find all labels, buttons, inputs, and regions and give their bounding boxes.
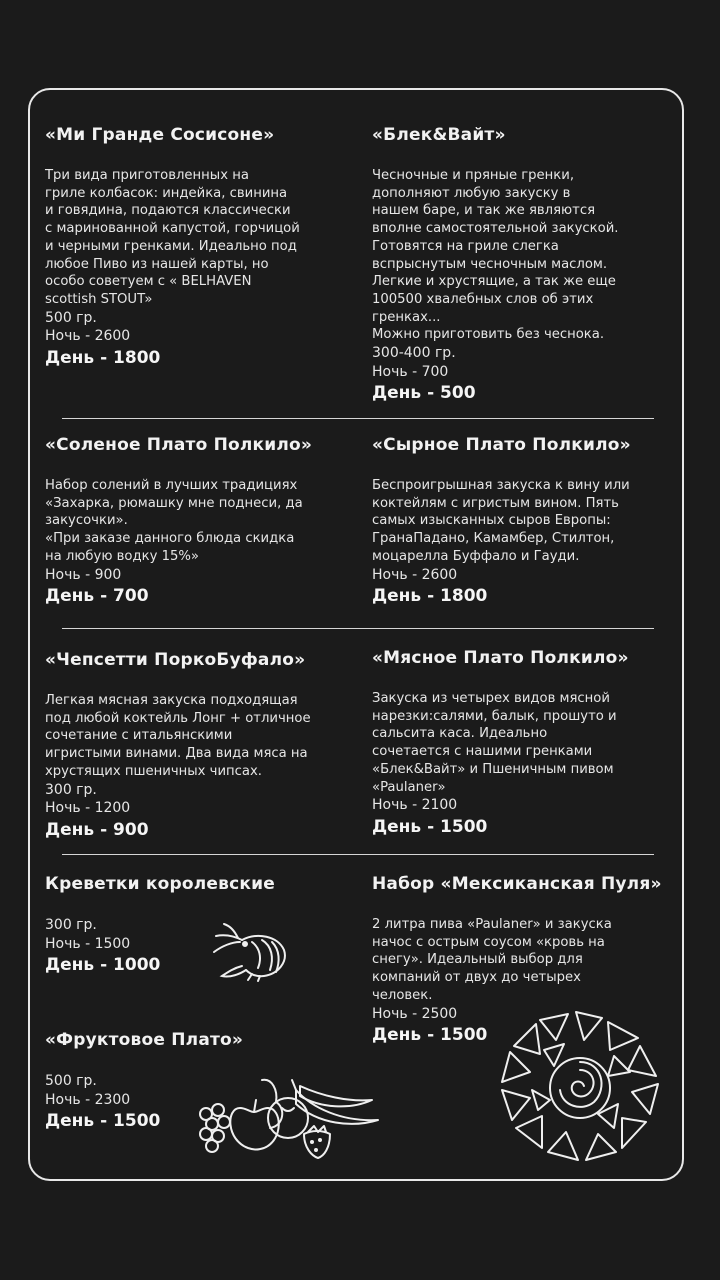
- item-title: «Чепсетти ПоркоБуфало»: [45, 650, 306, 670]
- item-night-price: Ночь - 2300: [45, 1091, 131, 1108]
- section-divider: [62, 418, 654, 419]
- item-night-price: Ночь - 2600: [372, 566, 458, 583]
- item-weight: 300-400 гр.: [372, 345, 456, 362]
- item-description: Легкая мясная закуска подходящая под любой коктейль Лонг + отличное сочетание с итальянскими игристыми винами. Два вида мяса на хрустящих пшеничных чипсах.: [45, 693, 311, 779]
- menu-item-black-white: [372, 125, 618, 405]
- item-night-price: Ночь - 700: [372, 363, 449, 380]
- item-day-price: День - 500: [372, 383, 476, 404]
- item-day-price: День - 900: [45, 819, 149, 840]
- item-title: Набор «Мексиканская Пуля»: [372, 874, 662, 894]
- item-day-price: День - 1500: [45, 1111, 161, 1131]
- item-weight: 500 гр.: [45, 309, 97, 326]
- item-day-price: День - 700: [45, 586, 149, 607]
- item-description: Закуска из четырех видов мясной нарезки:салями, балык, прошуто и сальсита каса. Идеально сочетается с нашими гренками «Блек&Вайт» и Пшеничным пивом «Paulaner»: [372, 691, 617, 795]
- menu-item-cheese-plate: [372, 435, 631, 608]
- section-divider: [62, 628, 654, 629]
- item-day-price: День - 1500: [372, 1025, 488, 1046]
- menu-item-chepsetti: [45, 650, 311, 842]
- item-weight: 500 гр.: [45, 1073, 97, 1089]
- item-night-price: Ночь - 2100: [372, 797, 458, 814]
- item-night-price: Ночь - 1200: [45, 800, 131, 817]
- item-day-price: День - 1800: [372, 586, 488, 607]
- nachos-icon: [498, 1010, 662, 1162]
- item-title: «Блек&Вайт»: [372, 125, 506, 145]
- item-night-price: Ночь - 2600: [45, 328, 131, 345]
- item-title: «Мясное Плато Полкило»: [372, 648, 629, 668]
- item-weight: 300 гр.: [45, 781, 97, 798]
- menu-item-pickles-plate: [45, 435, 312, 608]
- item-weight: 300 гр.: [45, 917, 97, 933]
- item-description: Чесночные и пряные гренки, дополняют любую закуску в нашем баре, и так же являются вполне самостоятельной закуской. Готовятся на гриле слегка вспрыснутым чесночным маслом. Легкие и хрустящие, а так же еще 100500 хвалебных слов об этих гренках... Можно приготовить без чеснока.: [372, 168, 619, 343]
- item-night-price: Ночь - 2500: [372, 1005, 458, 1022]
- item-day-price: День - 1800: [45, 347, 161, 368]
- fruits-icon: [192, 1068, 382, 1160]
- item-title: «Ми Гранде Сосисоне»: [45, 125, 275, 145]
- item-title: «Фруктовое Плато»: [45, 1030, 244, 1050]
- menu-item-mi-grande: [45, 125, 300, 370]
- item-description: Набор солений в лучших традициях «Захарка, рюмашку мне поднеси, да закусочки». «При заказе данного блюда скидка на любую водку 15%»: [45, 478, 303, 564]
- item-day-price: День - 1500: [372, 816, 488, 837]
- item-description: Беспроигрышная закуска к вину или коктейлям с игристым вином. Пять самых изысканных сыров Европы: ГранаПадано, Камамбер, Стилтон, моцарелла Буффало и Гауди.: [372, 478, 630, 564]
- item-title: Креветки королевские: [45, 874, 275, 894]
- item-title: «Соленое Плато Полкило»: [45, 435, 313, 455]
- shrimp-icon: [212, 922, 294, 982]
- item-night-price: Ночь - 1500: [45, 935, 131, 952]
- item-night-price: Ночь - 900: [45, 566, 122, 583]
- item-description: 2 литра пива «Paulaner» и закуска начос с острым соусом «кровь на снегу». Идеальный выбор для компаний от двух до четырех человек.: [372, 917, 612, 1003]
- item-description: Три вида приготовленных на гриле колбасок: индейка, свинина и говядина, подаются классически с маринованной капустой, горчицой и черными гренками. Идеально под любое Пиво из нашей карты, но особо советуем с « BELHAVEN scottish STOUT»: [45, 168, 300, 307]
- item-day-price: День - 1000: [45, 955, 161, 975]
- section-divider: [62, 854, 654, 855]
- menu-item-meat-plate: [372, 648, 629, 839]
- item-title: «Сырное Плато Полкило»: [372, 435, 631, 455]
